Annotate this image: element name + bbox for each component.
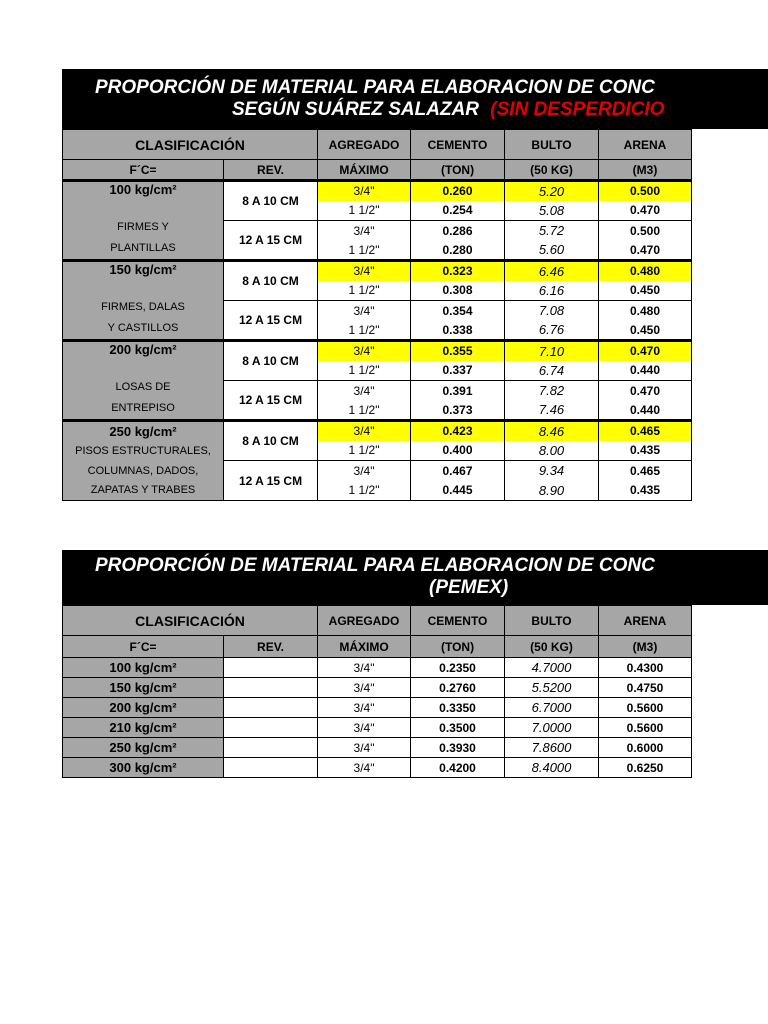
agregado-cell: 3/4" <box>318 301 411 321</box>
bulto-cell: 8.46 <box>505 421 599 441</box>
agregado-cell: 3/4" <box>318 341 411 361</box>
bulto-cell: 7.08 <box>505 301 599 321</box>
bulto-cell: 7.82 <box>505 381 599 401</box>
agregado-cell: 1 1/2" <box>318 321 411 341</box>
use-line: PISOS ESTRUCTURALES, <box>63 441 224 461</box>
arena-cell: 0.480 <box>599 301 692 321</box>
header-rev: REV. <box>224 160 318 181</box>
agregado-cell: 3/4" <box>318 698 411 718</box>
bulto-cell: 7.10 <box>505 341 599 361</box>
bulto-cell: 5.20 <box>505 181 599 201</box>
bulto-cell: 6.74 <box>505 361 599 381</box>
header-bulto: BULTO <box>505 606 599 636</box>
arena-cell: 0.470 <box>599 241 692 261</box>
rev-cell: 8 A 10 CM <box>224 181 318 221</box>
table1-title-red: (SIN DESPERDICIO <box>490 99 665 120</box>
arena-cell: 0.470 <box>599 201 692 221</box>
header-kg: (50 KG) <box>505 160 599 181</box>
use-line: PLANTILLAS <box>110 242 176 254</box>
header-clasificacion: CLASIFICACIÓN <box>63 606 318 636</box>
cemento-cell: 0.280 <box>411 241 505 261</box>
arena-cell: 0.465 <box>599 461 692 481</box>
cemento-cell: 0.286 <box>411 221 505 241</box>
bulto-cell: 9.34 <box>505 461 599 481</box>
table-row <box>63 678 692 698</box>
strength-cell: 200 kg/cm² <box>63 341 224 361</box>
arena-cell: 0.450 <box>599 281 692 301</box>
strength-cell: 100 kg/cm² <box>63 658 224 678</box>
bulto-cell: 6.16 <box>505 281 599 301</box>
cemento-cell: 0.260 <box>411 181 505 201</box>
table-row <box>63 261 692 281</box>
rev-cell <box>224 758 318 778</box>
table2-title <box>62 550 768 605</box>
use-line: COLUMNAS, DADOS, <box>63 461 224 481</box>
cemento-cell: 0.3500 <box>411 718 505 738</box>
cemento-cell: 0.337 <box>411 361 505 381</box>
cemento-cell: 0.391 <box>411 381 505 401</box>
agregado-cell: 3/4" <box>318 718 411 738</box>
agregado-cell: 1 1/2" <box>318 441 411 461</box>
rev-cell <box>224 678 318 698</box>
rev-cell: 12 A 15 CM <box>224 381 318 421</box>
table-row <box>63 698 692 718</box>
use-line: FIRMES Y <box>117 221 169 233</box>
arena-cell: 0.440 <box>599 401 692 421</box>
bulto-cell: 7.8600 <box>505 738 599 758</box>
rev-cell <box>224 718 318 738</box>
agregado-cell: 3/4" <box>318 221 411 241</box>
table-row <box>63 481 692 501</box>
header-maximo: MÁXIMO <box>318 636 411 658</box>
cemento-cell: 0.355 <box>411 341 505 361</box>
agregado-cell: 3/4" <box>318 678 411 698</box>
strength-cell: 300 kg/cm² <box>63 758 224 778</box>
agregado-cell: 3/4" <box>318 181 411 201</box>
cemento-cell: 0.467 <box>411 461 505 481</box>
rev-cell: 8 A 10 CM <box>224 341 318 381</box>
table-row <box>63 421 692 441</box>
bulto-cell: 6.46 <box>505 261 599 281</box>
header-m3: (M3) <box>599 636 692 658</box>
arena-cell: 0.500 <box>599 181 692 201</box>
agregado-cell: 1 1/2" <box>318 401 411 421</box>
bulto-cell: 6.76 <box>505 321 599 341</box>
table2 <box>62 605 692 778</box>
table-row <box>63 738 692 758</box>
table-row <box>63 461 692 481</box>
strength-cell: 200 kg/cm² <box>63 698 224 718</box>
table-row <box>63 718 692 738</box>
cemento-cell: 0.308 <box>411 281 505 301</box>
bulto-cell: 5.72 <box>505 221 599 241</box>
header-kg: (50 KG) <box>505 636 599 658</box>
arena-cell: 0.5600 <box>599 698 692 718</box>
table1-title-line2: SEGÚN SUÁREZ SALAZAR <box>232 99 480 120</box>
arena-cell: 0.440 <box>599 361 692 381</box>
cemento-cell: 0.323 <box>411 261 505 281</box>
cemento-cell: 0.3350 <box>411 698 505 718</box>
bulto-cell: 7.46 <box>505 401 599 421</box>
header-agregado: AGREGADO <box>318 130 411 160</box>
use-cell <box>63 201 224 261</box>
strength-cell: 150 kg/cm² <box>63 261 224 281</box>
bulto-cell: 5.08 <box>505 201 599 221</box>
agregado-cell: 3/4" <box>318 758 411 778</box>
arena-cell: 0.435 <box>599 481 692 501</box>
rev-cell: 12 A 15 CM <box>224 461 318 501</box>
use-cell <box>63 281 224 341</box>
rev-cell <box>224 658 318 678</box>
cemento-cell: 0.2760 <box>411 678 505 698</box>
use-line: FIRMES, DALAS <box>101 301 185 313</box>
cemento-cell: 0.373 <box>411 401 505 421</box>
header-rev: REV. <box>224 636 318 658</box>
bulto-cell: 8.90 <box>505 481 599 501</box>
table-row <box>63 441 692 461</box>
arena-cell: 0.470 <box>599 381 692 401</box>
arena-cell: 0.465 <box>599 421 692 441</box>
use-line: Y CASTILLOS <box>107 322 179 334</box>
use-cell <box>63 361 224 421</box>
agregado-cell: 1 1/2" <box>318 281 411 301</box>
arena-cell: 0.4750 <box>599 678 692 698</box>
table1-title <box>62 69 768 129</box>
table1-title-line1: PROPORCIÓN DE MATERIAL PARA ELABORACION DE CONC <box>95 77 655 98</box>
cemento-cell: 0.400 <box>411 441 505 461</box>
arena-cell: 0.6000 <box>599 738 692 758</box>
header-agregado: AGREGADO <box>318 606 411 636</box>
table-row <box>63 281 692 301</box>
cemento-cell: 0.2350 <box>411 658 505 678</box>
agregado-cell: 3/4" <box>318 738 411 758</box>
header-clasificacion: CLASIFICACIÓN <box>63 130 318 160</box>
table1 <box>62 129 692 501</box>
arena-cell: 0.470 <box>599 341 692 361</box>
arena-cell: 0.6250 <box>599 758 692 778</box>
cemento-cell: 0.354 <box>411 301 505 321</box>
header-ton: (TON) <box>411 636 505 658</box>
header-bulto: BULTO <box>505 130 599 160</box>
agregado-cell: 1 1/2" <box>318 241 411 261</box>
agregado-cell: 3/4" <box>318 421 411 441</box>
cemento-cell: 0.445 <box>411 481 505 501</box>
header-m3: (M3) <box>599 160 692 181</box>
strength-cell: 250 kg/cm² <box>63 421 224 441</box>
bulto-cell: 8.00 <box>505 441 599 461</box>
table-row <box>63 341 692 361</box>
arena-cell: 0.4300 <box>599 658 692 678</box>
rev-cell <box>224 698 318 718</box>
table2-title-line1: PROPORCIÓN DE MATERIAL PARA ELABORACION DE CONC <box>95 555 655 576</box>
strength-cell: 250 kg/cm² <box>63 738 224 758</box>
agregado-cell: 1 1/2" <box>318 481 411 501</box>
table-row <box>63 181 692 201</box>
agregado-cell: 3/4" <box>318 381 411 401</box>
cemento-cell: 0.4200 <box>411 758 505 778</box>
arena-cell: 0.435 <box>599 441 692 461</box>
header-arena: ARENA <box>599 606 692 636</box>
bulto-cell: 5.60 <box>505 241 599 261</box>
use-line: ZAPATAS Y TRABES <box>63 481 224 501</box>
strength-cell: 150 kg/cm² <box>63 678 224 698</box>
bulto-cell: 8.4000 <box>505 758 599 778</box>
table-row <box>63 658 692 678</box>
agregado-cell: 3/4" <box>318 658 411 678</box>
table-row <box>63 201 692 221</box>
cemento-cell: 0.3930 <box>411 738 505 758</box>
arena-cell: 0.480 <box>599 261 692 281</box>
rev-cell: 8 A 10 CM <box>224 261 318 301</box>
bulto-cell: 6.7000 <box>505 698 599 718</box>
arena-cell: 0.450 <box>599 321 692 341</box>
bulto-cell: 4.7000 <box>505 658 599 678</box>
cemento-cell: 0.338 <box>411 321 505 341</box>
agregado-cell: 3/4" <box>318 261 411 281</box>
bulto-cell: 7.0000 <box>505 718 599 738</box>
agregado-cell: 1 1/2" <box>318 201 411 221</box>
use-line: LOSAS DE <box>115 381 171 393</box>
strength-cell: 100 kg/cm² <box>63 181 224 201</box>
header-fc: F´C= <box>63 160 224 181</box>
cemento-cell: 0.254 <box>411 201 505 221</box>
strength-cell: 210 kg/cm² <box>63 718 224 738</box>
header-cemento: CEMENTO <box>411 130 505 160</box>
agregado-cell: 3/4" <box>318 461 411 481</box>
table-row <box>63 758 692 778</box>
bulto-cell: 5.5200 <box>505 678 599 698</box>
cemento-cell: 0.423 <box>411 421 505 441</box>
rev-cell: 12 A 15 CM <box>224 221 318 261</box>
table-row <box>63 361 692 381</box>
arena-cell: 0.5600 <box>599 718 692 738</box>
use-line: ENTREPISO <box>111 402 175 414</box>
rev-cell: 12 A 15 CM <box>224 301 318 341</box>
header-maximo: MÁXIMO <box>318 160 411 181</box>
rev-cell <box>224 738 318 758</box>
header-arena: ARENA <box>599 130 692 160</box>
header-fc: F´C= <box>63 636 224 658</box>
arena-cell: 0.500 <box>599 221 692 241</box>
header-cemento: CEMENTO <box>411 606 505 636</box>
agregado-cell: 1 1/2" <box>318 361 411 381</box>
header-ton: (TON) <box>411 160 505 181</box>
table2-title-line2: (PEMEX) <box>429 577 509 598</box>
rev-cell: 8 A 10 CM <box>224 421 318 461</box>
